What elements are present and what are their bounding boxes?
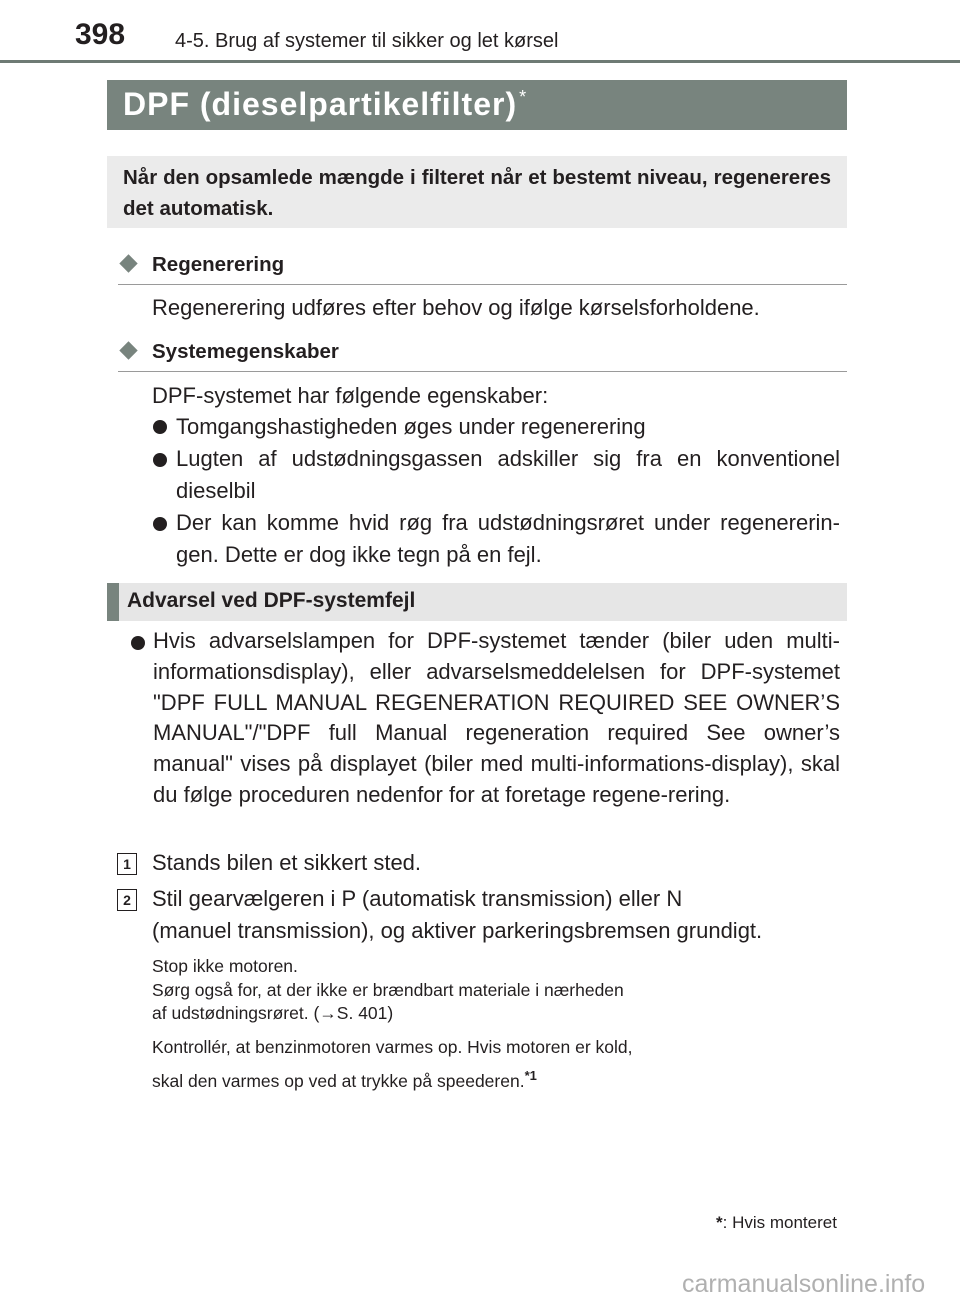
regenerering-text: Regenerering udføres efter behov og ifølge kørselsforholdene. — [152, 295, 760, 320]
step-number-2: 2 — [117, 889, 137, 911]
feature-bullet: Lugten af udstødningsgassen adskiller sig fra en konventionel dieselbil — [176, 446, 840, 503]
feature-bullet: Der kan komme hvid røg fra udstødningsrøret under regenererin-gen. Dette er dog ikke tegn på en fejl. — [176, 510, 840, 567]
subheading-regenerering: Regenerering — [152, 253, 285, 276]
note-reference-prefix: af udstødningsrøret. ( — [152, 1003, 320, 1023]
section-title-bar — [107, 80, 847, 130]
note-line — [152, 1065, 537, 1092]
diamond-icon — [119, 341, 137, 359]
chapter-title: 4-5. Brug af systemer til sikker og let kørsel — [175, 30, 559, 52]
bullet-icon — [131, 636, 145, 650]
warning-heading-accent — [107, 583, 119, 621]
watermark: carmanualsonline.info — [682, 1270, 926, 1298]
step-2-line-1: Stil gearvælgeren i P (automatisk transmission) eller N — [152, 886, 683, 911]
warning-heading: Advarsel ved DPF-systemfejl — [127, 589, 416, 612]
section-title — [123, 86, 527, 123]
step-number-1: 1 — [117, 853, 137, 875]
page-reference-link[interactable]: S. 401) — [336, 1003, 394, 1023]
note-line: Sørg også for, at der ikke er brændbart materiale i nærheden — [152, 980, 624, 1000]
warning-heading-bar — [107, 583, 847, 621]
note-line: Kontrollér, at benzinmotoren varmes op. Hvis motoren er kold, — [152, 1037, 633, 1057]
footnote — [716, 1213, 837, 1233]
note-line: Stop ikke motoren. — [152, 956, 298, 976]
note-text: skal den varmes op ved at trykke på speederen. — [152, 1070, 525, 1091]
title-asterisk: * — [519, 87, 528, 108]
subheading-systemegenskaber: Systemegenskaber — [152, 340, 339, 363]
bullet-icon — [153, 453, 167, 467]
warning-paragraph: Hvis advarselslampen for DPF-systemet tænder (biler uden multi-informationsdisplay), eller advarselsmeddelelsen for DPF-systemet "DPF FULL MANUAL REGENERATION REQUIRED SEE OWNER’S MANUAL"/"DPF full Manual regeneration required See owner’s manual" vises på displayet (biler med multi-informations-display), skal du følge proceduren nedenfor for at foretage regene-rering. — [153, 628, 840, 807]
intro-text: Når den opsamlede mængde i filteret når et bestemt niveau, regenereres det automatisk. — [123, 166, 831, 220]
systemegenskaber-intro: DPF-systemet har følgende egenskaber: — [152, 383, 549, 408]
bullet-icon — [153, 420, 167, 434]
page-number: 398 — [75, 18, 126, 51]
subheading-divider — [118, 371, 847, 372]
footnote-reference: *1 — [524, 1068, 537, 1083]
feature-bullet: Tomgangshastigheden øges under regenerering — [176, 414, 646, 439]
arrow-right-icon: → — [319, 1003, 337, 1023]
section-title-text: DPF (dieselpartikelfilter) — [123, 86, 518, 122]
step-1-text: Stands bilen et sikkert sted. — [152, 850, 422, 875]
note-line — [152, 1002, 393, 1024]
bullet-icon — [153, 517, 167, 531]
step-2-line-2: (manuel transmission), og aktiver parkeringsbremsen grundigt. — [152, 918, 763, 943]
subheading-divider — [118, 284, 847, 285]
diamond-icon — [119, 254, 137, 272]
footnote-asterisk: * — [716, 1213, 723, 1232]
header-divider — [0, 60, 960, 63]
intro-box — [107, 156, 847, 228]
footnote-text: : Hvis monteret — [722, 1213, 837, 1232]
